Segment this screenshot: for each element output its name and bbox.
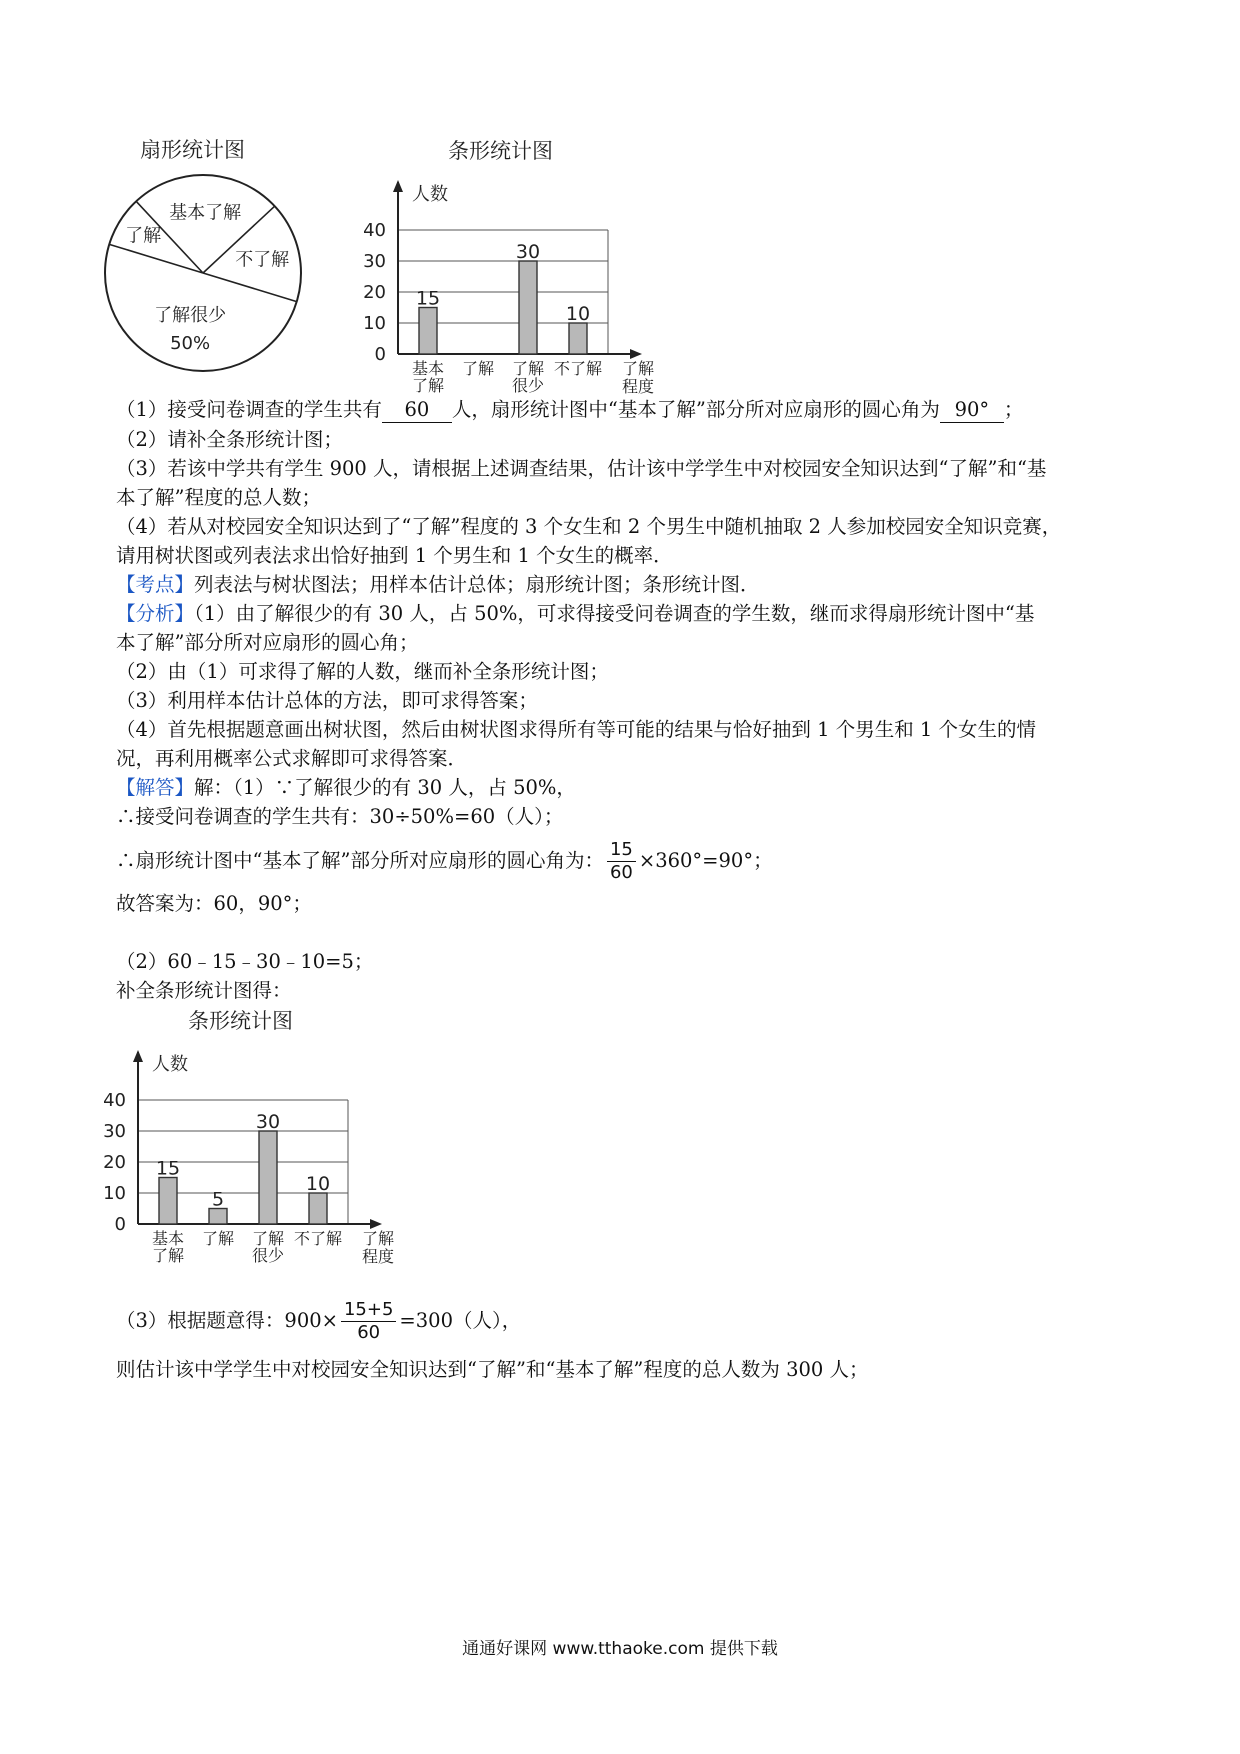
- bar: [419, 308, 437, 355]
- pie-slice-percent: 50%: [170, 333, 211, 355]
- question-1: [116, 396, 1023, 424]
- bar-chart-1: [360, 130, 660, 395]
- fenxi-line-1: [116, 600, 1034, 628]
- question-2: （2）请补全条形统计图；: [116, 428, 343, 451]
- bar: [309, 1193, 327, 1224]
- y-tick-label: 40: [103, 1090, 126, 1111]
- kaodian: [116, 571, 760, 599]
- bar: [159, 1178, 177, 1225]
- x-tick-label: 了解: [151, 1246, 185, 1265]
- fraction-denominator: 60: [609, 862, 633, 883]
- bar-chart-title: 条形统计图: [188, 1009, 293, 1033]
- pie-chart-svg: [100, 130, 320, 380]
- y-tick-label: 20: [363, 282, 386, 303]
- pie-slice-label: 了解很少: [154, 305, 227, 327]
- fenxi-line-2: 本了解”部分所对应扇形的圆心角；: [116, 631, 419, 654]
- kaodian-text: 列表法与树状图法；用样本估计总体；扇形统计图；条形统计图．: [194, 573, 760, 596]
- bar-chart-2: [100, 1000, 400, 1265]
- fraction-numerator: 15: [607, 839, 636, 862]
- x-tick-label: 了解: [411, 376, 445, 395]
- pie-slice-label: 了解: [125, 225, 162, 247]
- x-tick-label: 不了解: [293, 1229, 343, 1248]
- x-axis-arrow: [370, 1219, 382, 1229]
- x-tick-label: 基本: [411, 359, 445, 378]
- jieda-l3-post: ×360°=90°；: [638, 849, 773, 872]
- fenxi-text-1: （1）由了解很少的有 30 人，占 50%，可求得接受问卷调查的学生数，继而求得扇形统计图中“基: [194, 602, 1035, 625]
- q1-blank-1: 60: [382, 398, 452, 423]
- fenxi-line-6: 况，再利用概率公式求解即可求得答案．: [116, 747, 468, 770]
- jieda-line-8: 则估计该中学学生中对校园安全知识达到“了解”和“基本了解”程度的总人数为 300 人；: [116, 1358, 869, 1381]
- bar: [519, 261, 537, 354]
- q1-blank-2: 90°: [940, 398, 1004, 423]
- pie-slice-label: 不了解: [235, 249, 290, 271]
- x-axis-arrow: [630, 349, 642, 359]
- jieda-text-1: 解：（1）∵了解很少的有 30 人，占 50%，: [194, 776, 576, 799]
- bar-data-label: 15: [155, 1157, 181, 1180]
- y-tick-label: 0: [374, 344, 386, 365]
- y-tick-label: 30: [363, 251, 386, 272]
- pie-chart-title: 扇形统计图: [140, 138, 245, 162]
- bar-chart-1-svg: [360, 130, 660, 395]
- bar-data-label: 30: [255, 1111, 281, 1133]
- y-tick-label: 10: [363, 313, 386, 334]
- jieda-line-5: （2）60﹣15﹣30﹣10=5；: [116, 950, 374, 973]
- bar: [259, 1131, 277, 1224]
- fraction-20-60: [341, 1299, 396, 1344]
- question-4-line-1: （4）若从对校园安全知识达到了“了解”程度的 3 个女生和 2 个男生中随机抽取 2 人参加校园安全知识竞赛，: [116, 515, 1062, 538]
- fenxi-line-5: （4）首先根据题意画出树状图，然后由树状图求得所有等可能的结果与恰好抽到 1 个男生和 1 个女生的情: [116, 718, 1037, 741]
- pie-slice-label: 基本了解: [169, 202, 242, 224]
- y-tick-label: 40: [363, 220, 386, 241]
- bar-data-label: 30: [515, 241, 541, 263]
- y-axis-label: 人数: [412, 184, 448, 205]
- x-tick-label: 了解: [251, 1229, 285, 1248]
- x-tick-label: 不了解: [553, 359, 603, 378]
- x-tick-label: 很少: [511, 376, 545, 395]
- x-tick-label: 了解: [511, 359, 545, 378]
- x-tick-label: 很少: [251, 1246, 285, 1265]
- x-axis-label: 了解: [361, 1229, 395, 1248]
- fenxi-line-4: （3）利用样本估计总体的方法，即可求得答案；: [116, 689, 538, 712]
- fraction-denominator: 60: [357, 1322, 381, 1343]
- fraction-numerator: 15+5: [341, 1299, 396, 1322]
- fenxi-line-3: （2）由（1）可求得了解的人数，继而补全条形统计图；: [116, 660, 609, 683]
- y-axis-label: 人数: [152, 1054, 188, 1075]
- jieda-line-3: [116, 836, 773, 886]
- jieda-l7-post: =300（人），: [399, 1309, 522, 1332]
- jieda-line-4: 故答案为：60，90°；: [116, 892, 312, 915]
- bar-data-label: 10: [305, 1173, 331, 1195]
- bar: [209, 1209, 227, 1225]
- jieda-tag: 【解答】: [116, 776, 195, 799]
- x-tick-label: 了解: [461, 359, 495, 378]
- bar-chart-title: 条形统计图: [448, 139, 553, 163]
- y-tick-label: 0: [114, 1214, 126, 1235]
- bar-data-label: 5: [211, 1188, 225, 1211]
- q1-prefix: （1）接受问卷调查的学生共有: [116, 398, 382, 421]
- y-tick-label: 20: [103, 1152, 126, 1173]
- jieda-l7-pre: （3）根据题意得：900×: [116, 1309, 338, 1332]
- q1-mid: 人，扇形统计图中“基本了解”部分所对应扇形的圆心角为: [451, 398, 940, 421]
- question-3-line-1: （3）若该中学共有学生 900 人，请根据上述调查结果，估计该中学学生中对校园安全知识达到“了解”和“基: [116, 457, 1047, 480]
- x-tick-label: 了解: [201, 1229, 235, 1248]
- jieda-line-6: 补全条形统计图得：: [116, 979, 292, 1002]
- bar-data-label: 15: [415, 287, 441, 310]
- x-axis-label: 程度: [621, 377, 655, 396]
- pie-chart: [100, 130, 320, 380]
- y-tick-label: 10: [103, 1183, 126, 1204]
- question-4-line-2: 请用树状图或列表法求出恰好抽到 1 个男生和 1 个女生的概率．: [116, 544, 673, 567]
- y-axis-arrow: [393, 180, 403, 192]
- kaodian-tag: 【考点】: [116, 573, 195, 596]
- bar-chart-2-svg: [100, 1000, 400, 1265]
- jieda-l3-pre: ∴扇形统计图中“基本了解”部分所对应扇形的圆心角为：: [116, 849, 604, 872]
- y-axis-arrow: [133, 1050, 143, 1062]
- fraction-15-60: [607, 839, 636, 884]
- bar: [569, 323, 587, 354]
- jieda-line-7: [116, 1296, 521, 1346]
- y-tick-label: 30: [103, 1121, 126, 1142]
- fenxi-tag: 【分析】: [116, 602, 195, 625]
- x-axis-label: 程度: [361, 1247, 395, 1266]
- q1-suffix: ；: [1003, 398, 1024, 421]
- x-tick-label: 基本: [151, 1229, 185, 1248]
- footer: 通通好课网 www.tthaoke.com 提供下载: [462, 1639, 778, 1659]
- jieda-line-2: ∴接受问卷调查的学生共有：30÷50%=60（人）；: [116, 805, 564, 828]
- question-3-line-2: 本了解”程度的总人数；: [116, 486, 321, 509]
- bar-data-label: 10: [565, 303, 591, 325]
- jieda-line-1: [116, 774, 576, 802]
- x-axis-label: 了解: [621, 359, 655, 378]
